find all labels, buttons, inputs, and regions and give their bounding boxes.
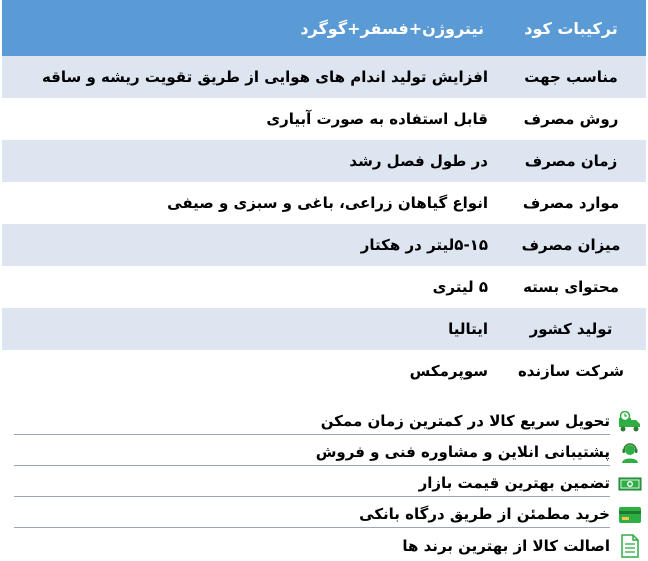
document-icon [618,534,642,558]
feature-item [2,406,642,437]
header-value: نیتروژن+فسفر+گوگرد [2,0,496,56]
feature-row [14,533,610,559]
feature-row [14,439,610,466]
row-value: قابل استفاده به صورت آبیاری [2,98,496,140]
row-key: محتوای بسته [496,266,646,308]
feature-text: اصالت کالا از بهترین برند ها [402,536,610,555]
table-row [2,56,646,98]
money-bill-icon [618,472,642,496]
table-row [2,224,646,266]
row-value: افزایش تولید اندام های هوایی از طریق تقویت ریشه و ساقه [2,56,496,98]
feature-text: تحویل سریع کالا در کمترین زمان ممکن [320,412,610,430]
feature-text: پشتیبانی انلاین و مشاوره فنی و فروش [315,443,610,461]
feature-row [14,501,610,528]
table-row [2,266,646,308]
row-value: سوپرمکس [2,350,496,392]
row-value: در طول فصل رشد [2,140,496,182]
row-value: ایتالیا [2,308,496,350]
feature-item [2,499,642,530]
row-key: شرکت سازنده [496,350,646,392]
feature-item [2,437,642,468]
table-row [2,140,646,182]
feature-text: تضمین بهترین قیمت بازار [418,474,610,492]
feature-item [2,530,642,561]
table-row [2,182,646,224]
feature-row [14,408,610,435]
table-row [2,98,646,140]
row-key: مناسب جهت [496,56,646,98]
product-spec-section [2,0,646,561]
row-key: موارد مصرف [496,182,646,224]
table-row [2,308,646,350]
header-key: ترکیبات کود [496,0,646,56]
feature-text: خرید مطمئن از طریق درگاه بانکی [359,505,610,523]
delivery-truck-icon [618,410,642,434]
row-key: زمان مصرف [496,140,646,182]
feature-list [2,406,646,561]
feature-item [2,468,642,499]
credit-card-icon [618,503,642,527]
row-value: ۵-۱۵لیتر در هکتار [2,224,496,266]
row-key: میزان مصرف [496,224,646,266]
spec-table [2,0,646,392]
feature-row [14,470,610,497]
row-value: انواع گیاهان زراعی، باغی و سبزی و صیفی [2,182,496,224]
spec-table-header [2,0,646,56]
support-agent-icon [618,441,642,465]
row-key: روش مصرف [496,98,646,140]
row-value: ۵ لیتری [2,266,496,308]
table-row [2,350,646,392]
row-key: تولید کشور [496,308,646,350]
